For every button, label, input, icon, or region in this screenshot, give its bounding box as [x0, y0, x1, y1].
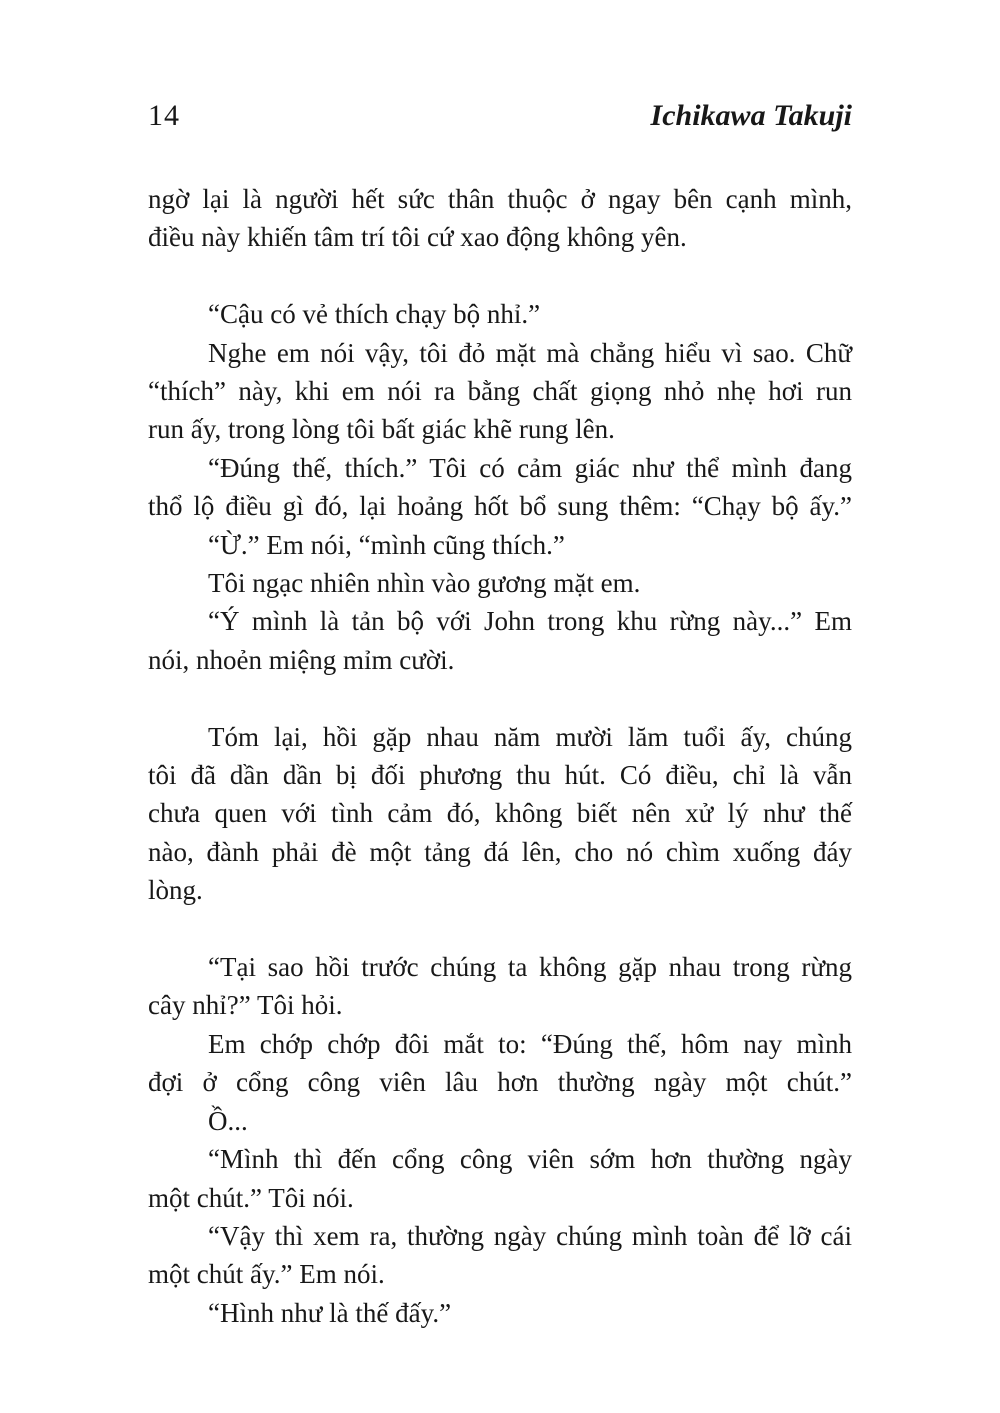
text-line: Tôi ngạc nhiên nhìn vào gương mặt em.	[208, 568, 641, 599]
text-line: ngờ lại là người hết sức thân thuộc ở ngay bên cạnh mình,	[148, 184, 852, 214]
text-line: “Vậy thì xem ra, thường ngày chúng mình toàn để lỡ cái	[208, 1220, 852, 1251]
text-line: run ấy, trong lòng tôi bất giác khẽ rung lên.	[148, 414, 615, 445]
text-line: “Ừ.” Em nói, “mình cũng thích.”	[208, 529, 565, 560]
text-line: tôi đã dần dần bị đối phương thu hút. Có điều, chỉ là vẫn	[148, 760, 852, 791]
text-line: “Mình thì đến cổng công viên sớm hơn thường ngày	[208, 1144, 852, 1175]
running-header	[148, 100, 852, 132]
text-line: cây nhỉ?” Tôi hỏi.	[148, 990, 343, 1021]
text-line: “Tại sao hồi trước chúng ta không gặp nhau trong rừng	[208, 952, 852, 983]
running-head-author: Ichikawa Takuji	[650, 99, 852, 132]
text-line: một chút ấy.” Em nói.	[148, 1259, 385, 1290]
text-line: Em chớp chớp đôi mắt to: “Đúng thế, hôm nay mình	[208, 1028, 852, 1059]
text-line: nói, nhoẻn miệng mỉm cười.	[148, 644, 455, 675]
text-line: Nghe em nói vậy, tôi đỏ mặt mà chẳng hiểu vì sao. Chữ	[208, 337, 852, 368]
page-number: 14	[148, 99, 180, 132]
text-column	[148, 180, 852, 1332]
text-line: một chút.” Tôi nói.	[148, 1182, 354, 1213]
text-line: chưa quen với tình cảm đó, không biết nên xử lý như thế	[148, 798, 852, 829]
text-line: lòng.	[148, 875, 203, 906]
text-line: nào, đành phải đè một tảng đá lên, cho nó chìm xuống đáy	[148, 836, 852, 867]
text-line: “Cậu có vẻ thích chạy bộ nhỉ.”	[208, 299, 541, 330]
text-line: “Ý mình là tản bộ với John trong khu rừng này...” Em	[208, 606, 852, 637]
text-line: Tóm lại, hồi gặp nhau năm mười lăm tuổi ấy, chúng	[208, 721, 852, 752]
text-line: Ồ...	[208, 1105, 248, 1136]
text-line: “Đúng thế, thích.” Tôi có cảm giác như thể mình đang	[208, 452, 852, 483]
text-line: điều này khiến tâm trí tôi cứ xao động không yên.	[148, 222, 687, 253]
text-line: đợi ở cổng công viên lâu hơn thường ngày một chút.”	[148, 1067, 852, 1098]
text-line: “thích” này, khi em nói ra bằng chất giọng nhỏ nhẹ hơi run	[148, 376, 852, 407]
text-line: “Hình như là thế đấy.”	[208, 1297, 452, 1328]
text-line: thổ lộ điều gì đó, lại hoảng hốt bổ sung thêm: “Chạy bộ ấy.”	[148, 491, 852, 522]
